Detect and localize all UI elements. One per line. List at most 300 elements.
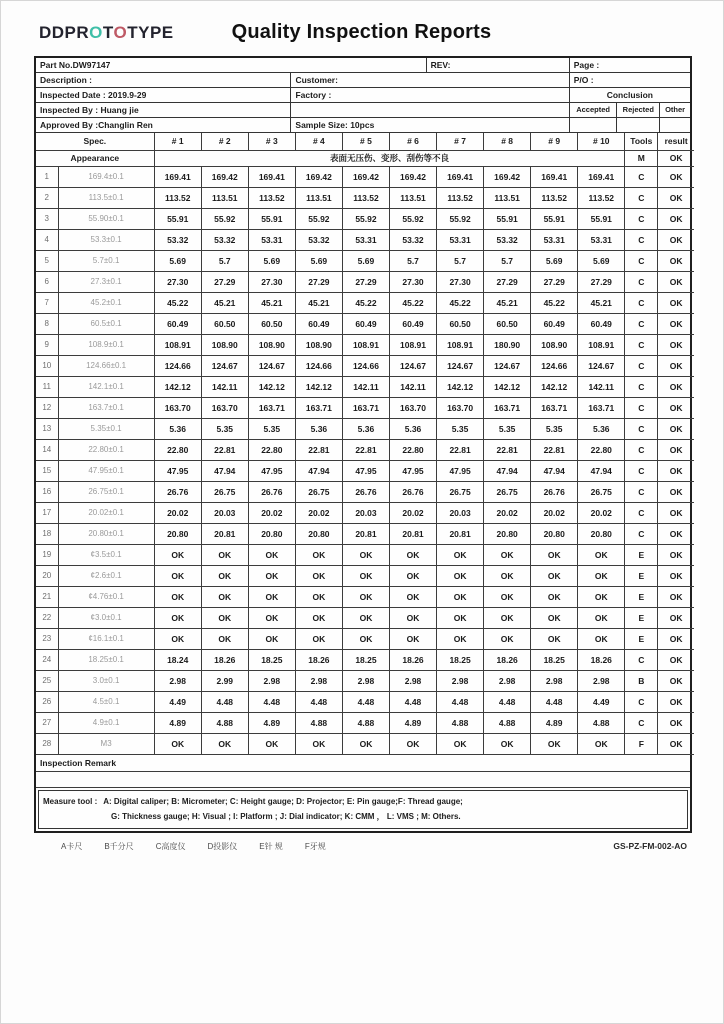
measurement-value: 124.67 xyxy=(437,355,484,376)
measurement-value: 4.88 xyxy=(295,712,342,733)
measurement-value: 20.03 xyxy=(437,502,484,523)
measurement-value: 27.30 xyxy=(248,271,295,292)
measurement-value: 5.69 xyxy=(295,250,342,271)
measurement-value: OK xyxy=(389,628,436,649)
row-result: OK xyxy=(658,586,694,607)
measurement-value: 163.71 xyxy=(531,397,578,418)
measurement-value: 47.94 xyxy=(484,460,531,481)
measurement-value: OK xyxy=(531,733,578,754)
row-tool: C xyxy=(625,712,658,733)
measurement-value: 47.94 xyxy=(578,460,625,481)
row-number: 1 xyxy=(36,166,58,187)
measurement-value: OK xyxy=(248,565,295,586)
table-row xyxy=(36,691,694,712)
row-tool: B xyxy=(625,670,658,691)
measurement-value: 55.91 xyxy=(578,208,625,229)
measurement-value: OK xyxy=(578,586,625,607)
row-number: 22 xyxy=(36,607,58,628)
measurement-value: 20.02 xyxy=(531,502,578,523)
row-spec: 4.5±0.1 xyxy=(58,691,154,712)
po-field: P/O : xyxy=(573,75,594,85)
measurement-value: 5.35 xyxy=(484,418,531,439)
measurement-value: OK xyxy=(531,586,578,607)
measurement-value: 20.80 xyxy=(295,523,342,544)
row-spec: 26.75±0.1 xyxy=(58,481,154,502)
table-row xyxy=(36,712,694,733)
measurement-value: 53.31 xyxy=(437,229,484,250)
row-result: OK xyxy=(658,649,694,670)
company-logo xyxy=(39,23,174,43)
table-row xyxy=(36,649,694,670)
customer-field: Customer: xyxy=(291,73,569,87)
measurement-value: 45.21 xyxy=(484,292,531,313)
row-result: OK xyxy=(658,565,694,586)
measurement-value: 55.91 xyxy=(154,208,201,229)
row-tool: C xyxy=(625,166,658,187)
approved-by-field: Approved By :Changlin Ren xyxy=(36,118,291,132)
measurement-value: OK xyxy=(201,544,248,565)
measurement-value: OK xyxy=(437,565,484,586)
row-spec: 169.4±0.1 xyxy=(58,166,154,187)
measurement-value: 142.11 xyxy=(578,376,625,397)
measurement-value: 5.7 xyxy=(437,250,484,271)
measurement-value: 20.02 xyxy=(295,502,342,523)
table-row xyxy=(36,292,694,313)
row-result: OK xyxy=(658,712,694,733)
measurement-rows xyxy=(36,166,694,754)
measurement-value: 20.02 xyxy=(154,502,201,523)
measurement-value: 47.95 xyxy=(342,460,389,481)
row-spec: 5.7±0.1 xyxy=(58,250,154,271)
sample-header: # 9 xyxy=(531,133,578,150)
measurement-value: 26.76 xyxy=(154,481,201,502)
measurement-value: 108.90 xyxy=(295,334,342,355)
row-spec: 142.1±0.1 xyxy=(58,376,154,397)
measurement-value: 26.75 xyxy=(295,481,342,502)
row-result: OK xyxy=(658,334,694,355)
measurement-value: 163.71 xyxy=(248,397,295,418)
row-spec: 45.2±0.1 xyxy=(58,292,154,313)
inspection-remark-label: Inspection Remark xyxy=(36,755,690,772)
table-row xyxy=(36,565,694,586)
row-number: 24 xyxy=(36,649,58,670)
measurement-value: 4.88 xyxy=(578,712,625,733)
row-result: OK xyxy=(658,460,694,481)
measurement-value: 47.95 xyxy=(437,460,484,481)
row-tool: C xyxy=(625,376,658,397)
measurement-value: 169.42 xyxy=(201,166,248,187)
measurement-value: 20.03 xyxy=(342,502,389,523)
measurement-value: 18.24 xyxy=(154,649,201,670)
measurement-value: 163.70 xyxy=(201,397,248,418)
measurement-value: 55.92 xyxy=(389,208,436,229)
measurement-value: 26.76 xyxy=(389,481,436,502)
measurement-value: 163.70 xyxy=(437,397,484,418)
measurement-value: 142.12 xyxy=(437,376,484,397)
measurement-value: 2.98 xyxy=(531,670,578,691)
measurement-value: OK xyxy=(201,628,248,649)
measurement-value: 27.30 xyxy=(154,271,201,292)
measurement-value: 5.69 xyxy=(531,250,578,271)
row-number: 27 xyxy=(36,712,58,733)
page-title: Quality Inspection Reports xyxy=(231,21,492,43)
accepted-label: Accepted xyxy=(570,103,618,117)
measurement-value: OK xyxy=(578,544,625,565)
table-row xyxy=(36,166,694,187)
measurement-value: 169.42 xyxy=(295,166,342,187)
measure-tool-text-2: G: Thickness gauge; H: Visual ; I: Platform ; J: Dial indicator; K: CMM ， L: VMS ; M: Others. xyxy=(111,811,461,821)
measurement-value: 5.36 xyxy=(389,418,436,439)
logo-text-3: TYPE xyxy=(127,22,174,42)
table-row xyxy=(36,460,694,481)
measurement-value: OK xyxy=(295,586,342,607)
measurement-value: OK xyxy=(201,586,248,607)
measurement-value: OK xyxy=(154,586,201,607)
row-number: 13 xyxy=(36,418,58,439)
spec-header: Spec. xyxy=(36,133,154,150)
measurement-value: 4.88 xyxy=(201,712,248,733)
measurement-value: OK xyxy=(389,733,436,754)
table-row xyxy=(36,229,694,250)
measurement-value: OK xyxy=(578,628,625,649)
measurement-value: 163.71 xyxy=(578,397,625,418)
measurement-value: 169.41 xyxy=(154,166,201,187)
row-tool: C xyxy=(625,187,658,208)
row-result: OK xyxy=(658,355,694,376)
row-tool: C xyxy=(625,649,658,670)
measurement-value: OK xyxy=(201,733,248,754)
row-tool: C xyxy=(625,271,658,292)
measurement-value: 45.21 xyxy=(201,292,248,313)
row-tool: E xyxy=(625,607,658,628)
measurement-value: 4.89 xyxy=(248,712,295,733)
row-tool: C xyxy=(625,250,658,271)
measurement-value: 124.66 xyxy=(342,355,389,376)
measurement-value: 47.95 xyxy=(389,460,436,481)
row-result: OK xyxy=(658,250,694,271)
measurement-value: 113.51 xyxy=(484,187,531,208)
measurement-value: 27.29 xyxy=(484,271,531,292)
sample-header: # 8 xyxy=(484,133,531,150)
row-number: 26 xyxy=(36,691,58,712)
row-spec: M3 xyxy=(58,733,154,754)
measurement-value: 55.92 xyxy=(437,208,484,229)
factory-field: Factory : xyxy=(291,88,569,102)
measurement-value: OK xyxy=(201,607,248,628)
row-tool: E xyxy=(625,586,658,607)
rejected-label: Rejected xyxy=(617,103,660,117)
measurement-value: 45.22 xyxy=(531,292,578,313)
other-label: Other xyxy=(665,105,686,114)
measurement-value: 47.95 xyxy=(248,460,295,481)
measurement-value: 53.31 xyxy=(342,229,389,250)
report-document xyxy=(34,56,692,833)
legend-item: F牙规 xyxy=(304,841,326,851)
measurement-value: 55.92 xyxy=(342,208,389,229)
measurement-value: 4.48 xyxy=(201,691,248,712)
measurement-value: 45.21 xyxy=(295,292,342,313)
measurement-value: 169.41 xyxy=(248,166,295,187)
conclusion-header: Conclusion xyxy=(606,90,653,100)
row-number: 6 xyxy=(36,271,58,292)
measurement-value: 113.52 xyxy=(154,187,201,208)
measurement-value: 169.42 xyxy=(342,166,389,187)
row-result: OK xyxy=(658,523,694,544)
measurement-value: 113.52 xyxy=(578,187,625,208)
row-spec: 60.5±0.1 xyxy=(58,313,154,334)
measurement-value: 2.98 xyxy=(248,670,295,691)
logo-o-red: O xyxy=(113,22,128,42)
measurement-value: OK xyxy=(248,586,295,607)
page-header xyxy=(1,1,723,56)
measurement-value: 20.02 xyxy=(389,502,436,523)
row-number: 8 xyxy=(36,313,58,334)
row-tool: C xyxy=(625,502,658,523)
table-row xyxy=(36,607,694,628)
table-row xyxy=(36,586,694,607)
sample-header: # 3 xyxy=(248,133,295,150)
row-result: OK xyxy=(658,670,694,691)
measurement-value: 108.91 xyxy=(154,334,201,355)
sample-header: # 2 xyxy=(201,133,248,150)
measurement-value: 163.71 xyxy=(342,397,389,418)
measurement-value: 60.49 xyxy=(531,313,578,334)
page-footer xyxy=(61,841,687,852)
measurement-value: 27.29 xyxy=(342,271,389,292)
measurement-value: 5.7 xyxy=(201,250,248,271)
legend-item: A卡尺 xyxy=(61,841,83,851)
measurement-value: 27.29 xyxy=(295,271,342,292)
info-row-1 xyxy=(36,58,690,73)
row-result: OK xyxy=(658,166,694,187)
logo-text-1: DDPR xyxy=(39,22,90,42)
measurement-value: 4.89 xyxy=(154,712,201,733)
measurement-value: 20.80 xyxy=(578,523,625,544)
row-tool: E xyxy=(625,544,658,565)
measurement-value: 60.50 xyxy=(437,313,484,334)
form-code: GS-PZ-FM-002-AO xyxy=(613,841,687,851)
measurement-value: 18.26 xyxy=(389,649,436,670)
measurement-value: 20.03 xyxy=(201,502,248,523)
measurement-value: 113.52 xyxy=(531,187,578,208)
row-spec: 4.9±0.1 xyxy=(58,712,154,733)
measurement-value: 4.48 xyxy=(531,691,578,712)
measurement-value: 113.52 xyxy=(342,187,389,208)
row-result: OK xyxy=(658,229,694,250)
measurement-value: 18.26 xyxy=(578,649,625,670)
measurement-value: 124.66 xyxy=(295,355,342,376)
row-spec: 20.80±0.1 xyxy=(58,523,154,544)
measurement-value: 169.41 xyxy=(531,166,578,187)
table-row xyxy=(36,250,694,271)
measurement-value: 47.95 xyxy=(154,460,201,481)
measurement-value: 142.11 xyxy=(389,376,436,397)
row-spec: 53.3±0.1 xyxy=(58,229,154,250)
measurement-value: 5.69 xyxy=(578,250,625,271)
measurement-value: 2.98 xyxy=(578,670,625,691)
row-spec: 163.7±0.1 xyxy=(58,397,154,418)
measurement-value: 4.49 xyxy=(154,691,201,712)
row-result: OK xyxy=(658,481,694,502)
part-no-field: Part No.DW97147 xyxy=(36,58,427,72)
measurement-value: 4.48 xyxy=(484,691,531,712)
measurement-value: OK xyxy=(295,544,342,565)
row-spec: 22.80±0.1 xyxy=(58,439,154,460)
measurement-value: 55.92 xyxy=(295,208,342,229)
inspection-remark-value xyxy=(36,772,690,788)
rejected-value-cell xyxy=(617,118,660,132)
measurement-value: 53.31 xyxy=(248,229,295,250)
measurement-value: OK xyxy=(389,544,436,565)
measurement-value: 4.88 xyxy=(342,712,389,733)
measurement-value: 124.67 xyxy=(248,355,295,376)
measurement-value: 142.12 xyxy=(295,376,342,397)
table-row xyxy=(36,628,694,649)
row-result: OK xyxy=(658,208,694,229)
measurement-value: OK xyxy=(484,733,531,754)
row-tool: C xyxy=(625,397,658,418)
measurement-value: 18.25 xyxy=(437,649,484,670)
measure-tool-line-1 xyxy=(43,794,683,809)
table-row xyxy=(36,187,694,208)
table-row xyxy=(36,733,694,754)
measurement-value: 113.52 xyxy=(437,187,484,208)
legend-item: D投影仪 xyxy=(207,841,238,851)
measurement-value: OK xyxy=(437,586,484,607)
measurement-value: 22.81 xyxy=(201,439,248,460)
empty-cell xyxy=(291,103,569,117)
measurement-value: 5.35 xyxy=(437,418,484,439)
row-result: OK xyxy=(658,376,694,397)
measurement-value: 20.81 xyxy=(201,523,248,544)
appearance-result: OK xyxy=(658,150,694,166)
measurement-value: OK xyxy=(531,607,578,628)
measurement-value: 45.22 xyxy=(389,292,436,313)
sample-header: # 1 xyxy=(154,133,201,150)
measurement-value: 4.48 xyxy=(342,691,389,712)
measurement-value: 4.49 xyxy=(578,691,625,712)
measurement-value: 20.02 xyxy=(484,502,531,523)
measurement-value: 60.49 xyxy=(389,313,436,334)
row-tool: E xyxy=(625,565,658,586)
measurement-value: 27.29 xyxy=(578,271,625,292)
tools-header: Tools xyxy=(625,133,658,150)
inspected-date-field: Inspected Date : 2019.9-29 xyxy=(36,88,291,102)
row-tool: E xyxy=(625,628,658,649)
measurement-value: 2.98 xyxy=(295,670,342,691)
measurement-value: 142.11 xyxy=(201,376,248,397)
measurement-value: 45.22 xyxy=(154,292,201,313)
row-spec: 47.95±0.1 xyxy=(58,460,154,481)
row-number: 5 xyxy=(36,250,58,271)
measurement-value: OK xyxy=(248,544,295,565)
page-field: Page : xyxy=(573,60,600,70)
measurement-value: 27.30 xyxy=(437,271,484,292)
sample-size-field: Sample Size: 10pcs xyxy=(291,118,569,132)
row-tool: C xyxy=(625,460,658,481)
measurement-value: 169.41 xyxy=(578,166,625,187)
measurement-value: OK xyxy=(437,628,484,649)
measurement-value: 4.89 xyxy=(531,712,578,733)
measurement-value: 18.26 xyxy=(295,649,342,670)
measurement-value: 22.81 xyxy=(531,439,578,460)
measurement-value: 45.21 xyxy=(248,292,295,313)
row-tool: C xyxy=(625,691,658,712)
measurement-value: 60.49 xyxy=(342,313,389,334)
row-spec: 113.5±0.1 xyxy=(58,187,154,208)
row-tool: C xyxy=(625,418,658,439)
measurement-value: OK xyxy=(437,733,484,754)
logo-text-2: T xyxy=(102,22,114,42)
measurement-value: 113.52 xyxy=(248,187,295,208)
measurement-value: 113.51 xyxy=(201,187,248,208)
measurement-value: 5.69 xyxy=(154,250,201,271)
measurement-value: 5.69 xyxy=(248,250,295,271)
info-row-4 xyxy=(36,103,690,118)
measurement-value: 60.49 xyxy=(295,313,342,334)
row-result: OK xyxy=(658,502,694,523)
measurement-value: OK xyxy=(531,565,578,586)
measurement-value: 22.80 xyxy=(389,439,436,460)
measure-tool-box xyxy=(38,790,688,829)
measurement-value: 4.48 xyxy=(248,691,295,712)
info-row-5 xyxy=(36,118,690,133)
measurement-value: 169.42 xyxy=(389,166,436,187)
measurement-value: 18.25 xyxy=(342,649,389,670)
measurement-value: 60.49 xyxy=(154,313,201,334)
measurement-value: 53.32 xyxy=(201,229,248,250)
measurement-value: 124.67 xyxy=(578,355,625,376)
rev-field: REV: xyxy=(427,58,570,72)
sample-header: # 4 xyxy=(295,133,342,150)
measure-tool-line-2 xyxy=(43,809,683,824)
table-row xyxy=(36,376,694,397)
measurement-value: 2.99 xyxy=(201,670,248,691)
measurement-value: 18.25 xyxy=(248,649,295,670)
row-result: OK xyxy=(658,418,694,439)
measurement-value: 53.32 xyxy=(154,229,201,250)
measurement-value: 55.91 xyxy=(531,208,578,229)
measurement-value: OK xyxy=(342,565,389,586)
measurement-value: OK xyxy=(389,586,436,607)
measurement-value: 4.88 xyxy=(437,712,484,733)
measurement-value: 5.36 xyxy=(578,418,625,439)
row-number: 21 xyxy=(36,586,58,607)
row-result: OK xyxy=(658,691,694,712)
measurement-value: OK xyxy=(437,607,484,628)
measurement-value: OK xyxy=(248,607,295,628)
measurement-value: 108.91 xyxy=(389,334,436,355)
row-number: 4 xyxy=(36,229,58,250)
measurement-value: 20.81 xyxy=(437,523,484,544)
table-row xyxy=(36,544,694,565)
measurement-value: 20.80 xyxy=(248,523,295,544)
measurement-value: 163.70 xyxy=(389,397,436,418)
measurement-value: 22.81 xyxy=(437,439,484,460)
measurement-value: 5.36 xyxy=(295,418,342,439)
measurement-value: 27.29 xyxy=(201,271,248,292)
appearance-label: Appearance xyxy=(36,150,154,166)
measurement-value: OK xyxy=(342,586,389,607)
measurement-value: 142.12 xyxy=(154,376,201,397)
measurement-value: 18.25 xyxy=(531,649,578,670)
measurement-value: OK xyxy=(437,544,484,565)
table-header-row xyxy=(36,133,694,150)
table-row xyxy=(36,670,694,691)
info-row-3 xyxy=(36,88,690,103)
measurements-table xyxy=(36,133,694,755)
measurement-value: 22.80 xyxy=(248,439,295,460)
